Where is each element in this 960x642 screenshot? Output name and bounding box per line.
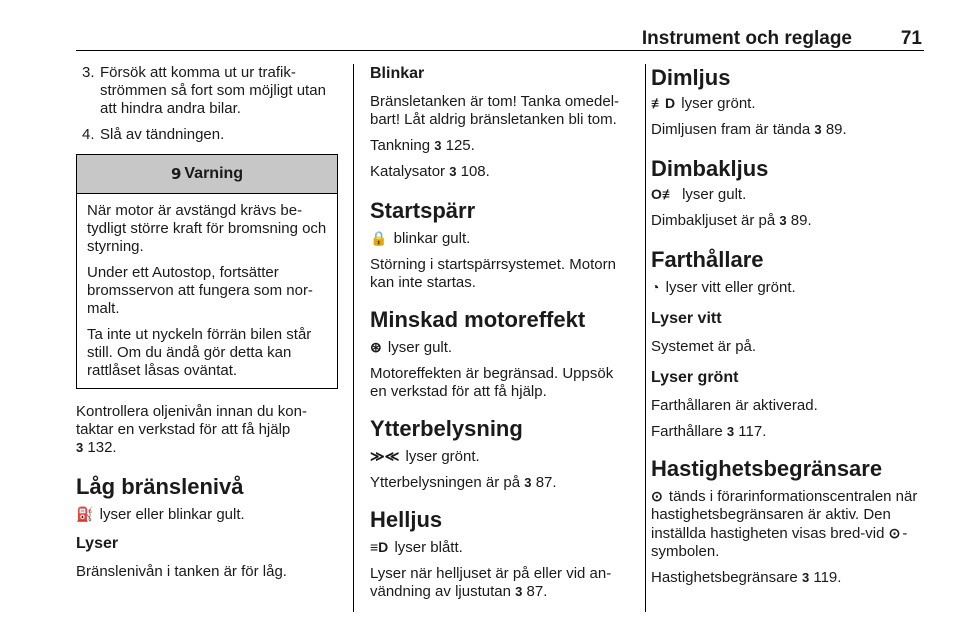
warning-text-1: När motor är avstängd krävs be-tydligt större kraft för bromsning och styrning. bbox=[87, 202, 327, 255]
white-text: Systemet är på. bbox=[651, 338, 757, 355]
start-text: Störning i startspärrsystemet. Motorn kan inte startas. bbox=[370, 256, 616, 291]
fuel-status-text: lyser eller blinkar gult. bbox=[99, 506, 245, 523]
high-text bbox=[370, 565, 634, 601]
high-text-body: Lyser när helljuset är på eller vid an-vändning av ljustutan bbox=[370, 565, 612, 600]
katalysator-ref bbox=[370, 163, 634, 181]
ref-icon: 3 bbox=[779, 213, 787, 228]
warning-text-2: Under ett Autostop, fortsätter bromsservon att fungera som nor-malt. bbox=[87, 264, 313, 317]
outer-page: 87. bbox=[535, 474, 557, 491]
column-divider-1 bbox=[353, 64, 354, 612]
fuel-text: Bränslenivån i tanken är för låg. bbox=[76, 563, 287, 580]
high-page: 87. bbox=[526, 583, 548, 600]
fog-status-text: lyser grönt. bbox=[681, 95, 756, 112]
cruise-status-text: lyser vitt eller grönt. bbox=[665, 279, 796, 296]
cruise-control-icon: ◔ bbox=[651, 279, 660, 295]
speed-limiter-icon: ⊙ bbox=[888, 525, 901, 541]
rear-fog-icon: O≢ bbox=[651, 186, 676, 202]
high-beam-icon: ≡D bbox=[370, 539, 389, 555]
white-heading: Lyser vitt bbox=[651, 310, 722, 327]
limit-text-body: tänds i förarinformationscentralen när hastighetsbegränsaren är aktiv. Den inställda hastigheten visas bred-vid bbox=[651, 488, 918, 542]
power-reduction-icon: ⊛ bbox=[370, 339, 382, 355]
ref-icon: 3 bbox=[524, 475, 532, 490]
cruise-heading: Farthållare bbox=[651, 247, 764, 272]
warning-box bbox=[76, 154, 338, 389]
list-text: Slå av tändningen. bbox=[100, 126, 225, 143]
cruise-ref bbox=[651, 423, 927, 441]
high-status-text: lyser blått. bbox=[394, 539, 463, 556]
blinkar-text: Bränsletanken är tom! Tanka omedel-bart! Låt aldrig bränsletanken bli tom. bbox=[370, 93, 620, 128]
rfog-status-text: lyser gult. bbox=[682, 186, 747, 203]
start-status bbox=[370, 229, 634, 248]
power-status-text: lyser gult. bbox=[387, 339, 453, 356]
fog-light-icon: ≢D bbox=[651, 95, 676, 111]
page-number: 71 bbox=[900, 28, 922, 49]
cruise-status bbox=[651, 278, 927, 297]
limit-ref bbox=[651, 569, 927, 587]
fog-status bbox=[651, 94, 927, 113]
limit-page: 119. bbox=[813, 569, 842, 586]
cruise-label: Farthållare bbox=[651, 423, 723, 440]
oil-paragraph bbox=[76, 403, 338, 457]
power-status bbox=[370, 338, 634, 357]
katalysator-label: Katalysator bbox=[370, 163, 446, 180]
rfog-text bbox=[651, 212, 927, 230]
ref-icon: 3 bbox=[801, 570, 810, 585]
tankning-page: 125. bbox=[445, 137, 475, 154]
list-number: 4. bbox=[82, 126, 95, 143]
rfog-status bbox=[651, 185, 927, 204]
oil-text: Kontrollera oljenivån innan du kon-taktar en verkstad för att få hjälp bbox=[76, 403, 307, 438]
ref-icon: 3 bbox=[814, 122, 822, 137]
list-item-3 bbox=[76, 64, 338, 118]
cruise-page: 117. bbox=[738, 423, 767, 440]
start-heading: Startspärr bbox=[370, 198, 476, 223]
rfog-heading: Dimbakljus bbox=[651, 156, 769, 181]
fog-text bbox=[651, 121, 927, 139]
limit-heading: Hastighetsbegränsare bbox=[651, 456, 883, 481]
outer-status-text: lyser grönt. bbox=[405, 448, 480, 465]
power-text: Motoreffekten är begränsad. Uppsök en verkstad för att få hjälp. bbox=[370, 365, 614, 400]
list-number: 3. bbox=[82, 64, 95, 81]
column-divider-2 bbox=[645, 64, 646, 612]
warning-title: Varning bbox=[184, 165, 244, 182]
warning-text-3: Ta inte ut nyckeln förrän bilen står still. Om du ändå gör detta kan rattlåset låsas oväntat. bbox=[87, 326, 312, 379]
outer-heading: Ytterbelysning bbox=[370, 416, 523, 441]
header-title: Instrument och reglage bbox=[641, 28, 852, 49]
list-item-4 bbox=[76, 126, 338, 144]
tankning-label: Tankning bbox=[370, 137, 431, 154]
katalysator-page: 108. bbox=[460, 163, 490, 180]
ref-icon: 3 bbox=[449, 164, 457, 179]
blinkar-heading: Blinkar bbox=[370, 65, 425, 82]
immobilizer-icon: 🔒 bbox=[370, 230, 388, 246]
speed-limiter-icon: ⊙ bbox=[651, 488, 663, 504]
fog-page: 89. bbox=[825, 121, 847, 138]
limit-label: Hastighetsbegränsare bbox=[651, 569, 798, 586]
warning-header bbox=[77, 155, 337, 194]
rfog-page: 89. bbox=[790, 212, 812, 229]
power-heading: Minskad motoreffekt bbox=[370, 307, 586, 332]
ref-icon: 3 bbox=[434, 138, 442, 153]
limit-text-suffix: -symbolen. bbox=[651, 525, 908, 560]
outer-text-body: Ytterbelysningen är på bbox=[370, 474, 521, 491]
green-heading: Lyser grönt bbox=[651, 369, 739, 386]
ref-icon: 3 bbox=[726, 424, 735, 439]
page-header bbox=[76, 28, 924, 51]
fog-heading: Dimljus bbox=[651, 65, 731, 90]
green-text: Farthållaren är aktiverad. bbox=[651, 397, 818, 414]
warning-icon: 9 bbox=[170, 165, 182, 183]
fuel-icon: ⛽ bbox=[76, 506, 94, 522]
oil-ref: 132. bbox=[87, 439, 117, 456]
outer-status bbox=[370, 447, 634, 466]
rfog-text-body: Dimbakljuset är på bbox=[651, 212, 776, 229]
fog-text-body: Dimljusen fram är tända bbox=[651, 121, 811, 138]
exterior-light-icon: ≫≪ bbox=[370, 448, 400, 464]
high-heading: Helljus bbox=[370, 507, 443, 532]
fuel-status bbox=[76, 505, 338, 524]
column-1 bbox=[76, 64, 338, 581]
column-2 bbox=[370, 64, 634, 601]
high-status bbox=[370, 538, 634, 557]
ref-icon: 3 bbox=[515, 584, 523, 599]
column-3 bbox=[651, 64, 927, 587]
limit-text bbox=[651, 487, 927, 561]
fuel-subheading: Lyser bbox=[76, 535, 119, 552]
warning-body bbox=[77, 194, 337, 388]
list-text: Försök att komma ut ur trafik-strömmen så fort som möjligt utan att hindra andra bilar. bbox=[100, 64, 326, 117]
ref-icon: 3 bbox=[76, 440, 84, 455]
tankning-ref bbox=[370, 137, 634, 155]
fuel-heading: Låg bränslenivå bbox=[76, 474, 244, 499]
outer-text bbox=[370, 474, 634, 492]
start-status-text: blinkar gult. bbox=[393, 230, 471, 247]
